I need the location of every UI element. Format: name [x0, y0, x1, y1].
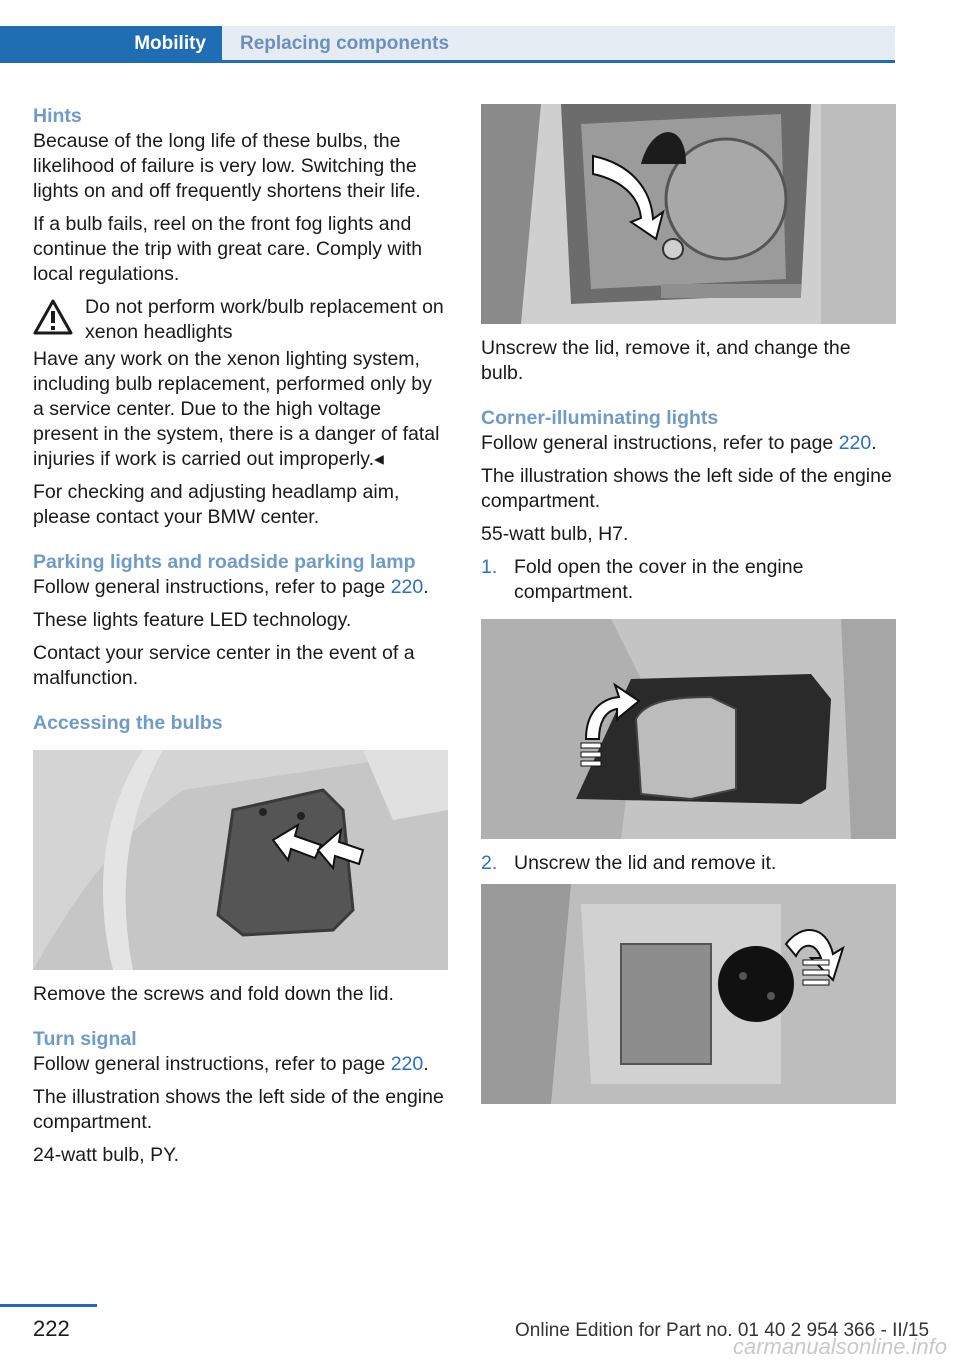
hints-paragraph-2: If a bulb fails, reel on the front fog lights and continue the trip with great care. Comply with local regulations. — [33, 213, 423, 285]
turn-page-link[interactable]: 220 — [390, 1053, 424, 1075]
turn-signal-lid-illustration — [481, 104, 896, 324]
turn-ref-text: Follow general instructions, refer to page — [33, 1053, 391, 1075]
turn-reference: Follow general instructions, refer to page 220. — [33, 1053, 429, 1075]
engine-cover-illustration — [481, 619, 896, 839]
aim-paragraph: For checking and adjusting headlamp aim, please contact your BMW center. — [33, 481, 400, 528]
parking-page-link[interactable]: 220 — [390, 576, 424, 598]
warning-title: Do not perform work/bulb replacement on xenon headlights — [85, 296, 444, 343]
warning-triangle-icon — [33, 299, 73, 335]
turn-paragraph-2: The illustration shows the left side of the engine compartment. — [33, 1086, 444, 1133]
warning-body: Have any work on the xenon lighting system, including bulb replacement, performed only by a service center. Due to the high voltage present in the system, there is a danger of fatal injuries if work is carried out improperly.◂ — [33, 348, 440, 470]
unscrew-caption: Unscrew the lid, remove it, and change the bulb. — [481, 337, 851, 384]
parking-paragraph-2: These lights feature LED technology. — [33, 609, 352, 631]
right-column — [481, 104, 896, 1104]
parking-paragraph-3: Contact your service center in the event of a malfunction. — [33, 642, 415, 689]
figure-turn-signal-lid — [481, 104, 896, 324]
corner-lid-illustration — [481, 884, 896, 1104]
figure-access-lid — [33, 750, 448, 970]
hints-paragraph-1: Because of the long life of these bulbs, the likelihood of failure is very low. Switching the lights on and off frequently shortens their life. — [33, 130, 421, 202]
heading-turn-signal: Turn signal — [33, 1028, 137, 1050]
left-column — [33, 104, 448, 1176]
step-1 — [481, 555, 896, 605]
accessing-caption: Remove the screws and fold down the lid. — [33, 983, 394, 1005]
figure-engine-cover — [481, 619, 896, 839]
warning-block — [33, 295, 448, 345]
footer-site-watermark: carmanualsonline.info — [733, 1334, 948, 1359]
footer-edition: Online Edition for Part no. 01 40 2 954 366 - II/15 — [515, 1320, 930, 1341]
step-2-number: 2. — [481, 852, 498, 874]
access-lid-illustration — [33, 750, 448, 970]
step-2-text: Unscrew the lid and remove it. — [514, 852, 777, 874]
corner-paragraph-3: 55-watt bulb, H7. — [481, 523, 629, 545]
turn-paragraph-3: 24-watt bulb, PY. — [33, 1144, 179, 1166]
figure-corner-lid — [481, 884, 896, 1104]
parking-reference: Follow general instructions, refer to page 220. — [33, 576, 429, 598]
section-tab-mobility: Mobility — [0, 26, 222, 62]
corner-paragraph-2: The illustration shows the left side of the engine compartment. — [481, 465, 892, 512]
heading-corner-illuminating: Corner-illuminating lights — [481, 407, 719, 429]
heading-accessing-bulbs: Accessing the bulbs — [33, 712, 223, 734]
footer-rule — [0, 1304, 97, 1307]
step-2 — [481, 851, 896, 876]
step-1-number: 1. — [481, 556, 498, 578]
corner-reference: Follow general instructions, refer to page 220. — [481, 432, 877, 454]
parking-ref-text: Follow general instructions, refer to page — [33, 576, 391, 598]
step-1-text: Fold open the cover in the engine compartment. — [514, 556, 804, 603]
section-tab-replacing-components: Replacing components — [222, 26, 895, 62]
heading-parking-lights: Parking lights and roadside parking lamp — [33, 551, 416, 573]
page-header — [0, 26, 895, 62]
header-rule — [0, 60, 895, 63]
corner-page-link[interactable]: 220 — [838, 432, 872, 454]
corner-ref-text: Follow general instructions, refer to page — [481, 432, 839, 454]
page-number: 222 — [33, 1316, 70, 1341]
heading-hints: Hints — [33, 105, 82, 127]
